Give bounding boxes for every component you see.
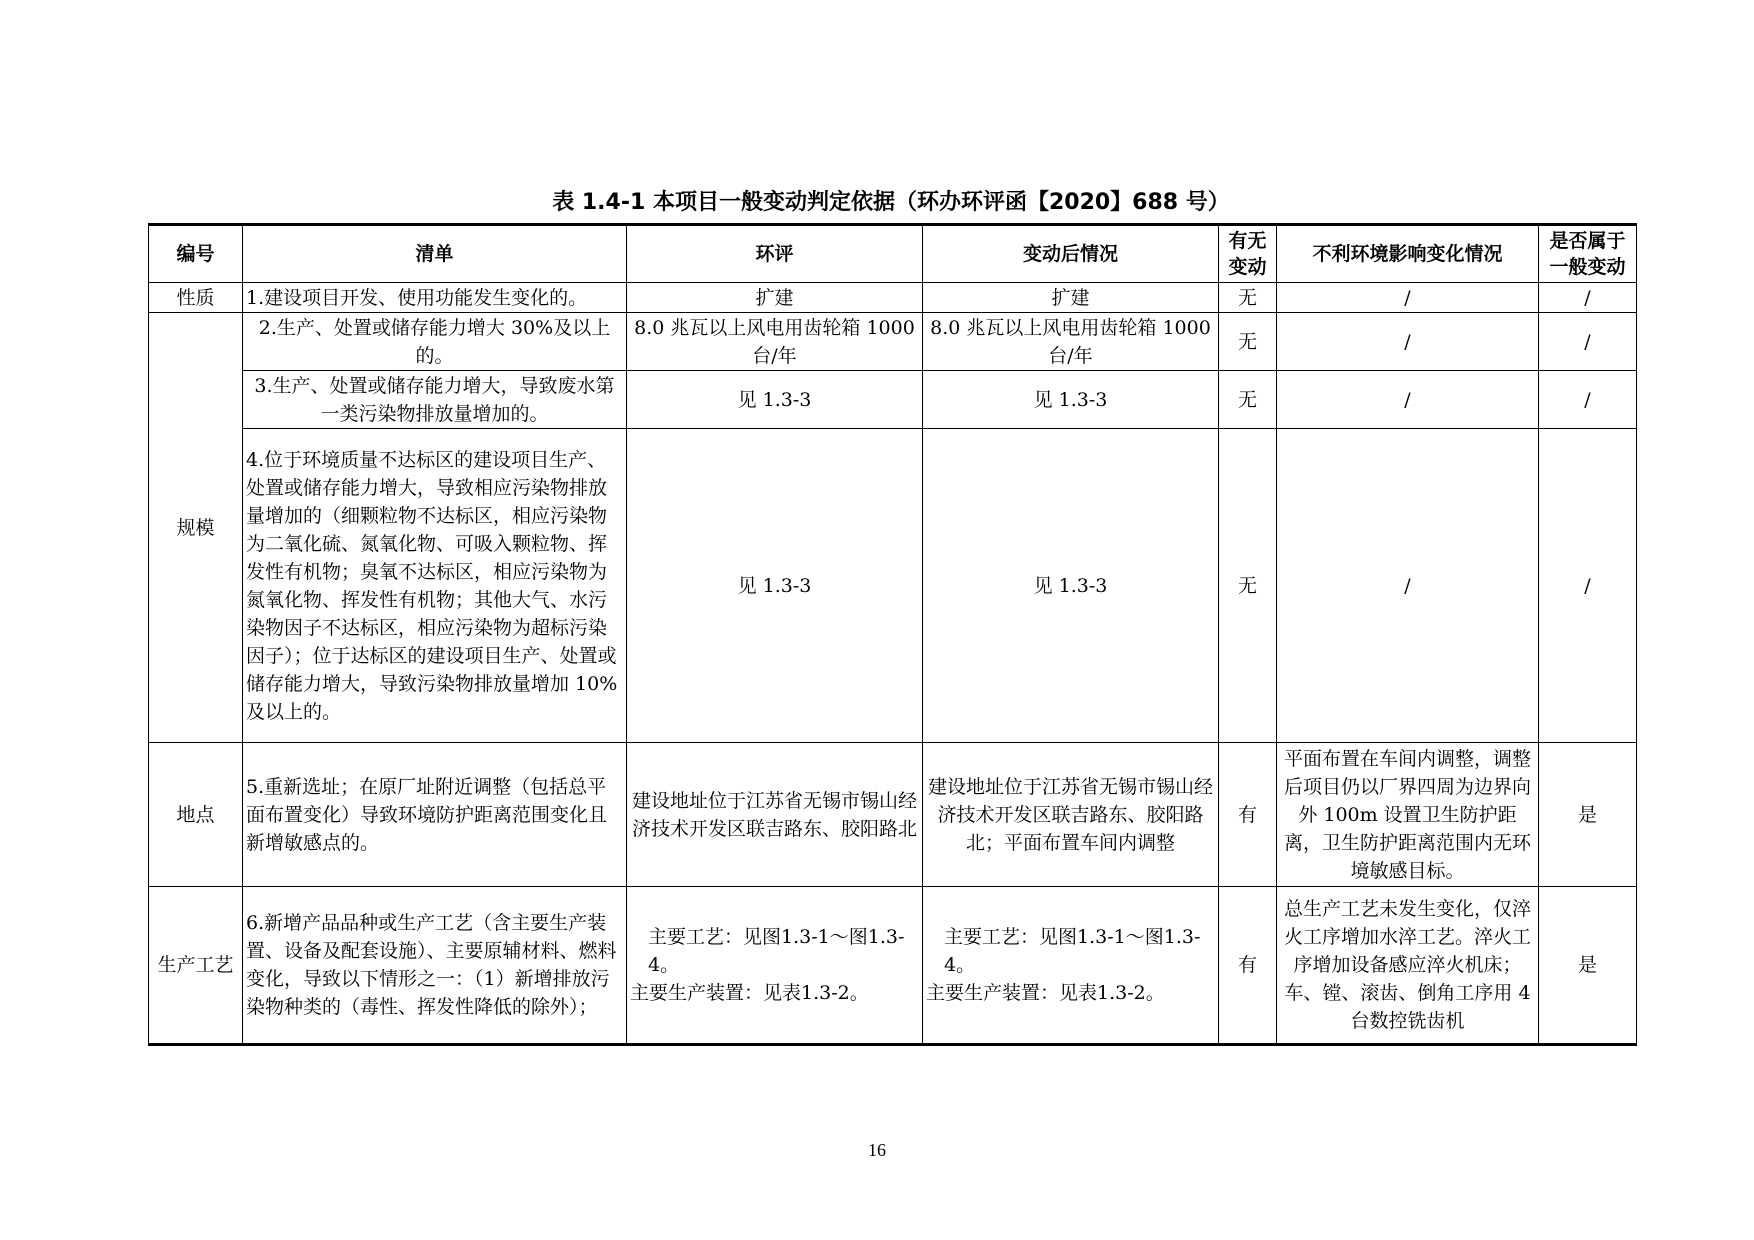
category-cell: 地点: [149, 743, 243, 887]
item-cell: 4.位于环境质量不达标区的建设项目生产、处置或储存能力增大，导致相应污染物排放量增加的（细颗粒物不达标区，相应污染物为二氧化硫、氮氧化物、可吸入颗粒物、挥发性有机物；臭氧不达标区，相应污染物为氮氧化物、挥发性有机物；其他大气、水污染物因子不达标区，相应污染物为超标污染因子）；位于达标区的建设项目生产、处置或储存能力增大，导致污染物排放量增加 10%及以上的。: [243, 429, 627, 743]
table-title: 表 1.4-1 本项目一般变动判定依据（环办环评函【2020】688 号）: [552, 190, 1230, 215]
changed-cell: 无: [1219, 313, 1277, 371]
after-cell: 见 1.3-3: [923, 371, 1219, 429]
table-header-row: [149, 225, 1637, 283]
category-cell: 规模: [149, 313, 243, 743]
after-process-text: 主要工艺：见图1.3-1～图1.3-4。: [944, 926, 1201, 976]
category-cell: 性质: [149, 283, 243, 313]
impact-cell: /: [1277, 313, 1539, 371]
impact-cell: /: [1277, 371, 1539, 429]
header-num: 编号: [149, 225, 243, 283]
changed-cell: 无: [1219, 283, 1277, 313]
general-cell: /: [1539, 283, 1637, 313]
header-impact: 不利环境影响变化情况: [1277, 225, 1539, 283]
changed-cell: 有: [1219, 887, 1277, 1045]
item-cell: 2.生产、处置或储存能力增大 30%及以上的。: [243, 313, 627, 371]
header-eia: 环评: [627, 225, 923, 283]
eia-cell: 见 1.3-3: [627, 429, 923, 743]
eia-cell: 扩建: [627, 283, 923, 313]
table-row: [149, 283, 1637, 313]
changed-cell: 有: [1219, 743, 1277, 887]
eia-cell: 8.0 兆瓦以上风电用齿轮箱 1000 台/年: [627, 313, 923, 371]
item-cell: 3.生产、处置或储存能力增大，导致废水第一类污染物排放量增加的。: [243, 371, 627, 429]
change-assessment-table: [148, 223, 1637, 1046]
table-row: [149, 743, 1637, 887]
general-cell: /: [1539, 429, 1637, 743]
category-cell: 生产工艺: [149, 887, 243, 1045]
header-list: 清单: [243, 225, 627, 283]
impact-cell: 平面布置在车间内调整，调整后项目仍以厂界四周为边界向外 100m 设置卫生防护距离，卫生防护距离范围内无环境敏感目标。: [1277, 743, 1539, 887]
general-cell: /: [1539, 371, 1637, 429]
impact-cell: /: [1277, 283, 1539, 313]
after-equipment-text: 主要生产装置：见表1.3-2。: [926, 982, 1165, 1004]
after-cell: 见 1.3-3: [923, 429, 1219, 743]
table-row: [149, 429, 1637, 743]
header-changed: 有无变动: [1219, 225, 1277, 283]
after-cell: 扩建: [923, 283, 1219, 313]
item-cell: 5.重新选址；在原厂址附近调整（包括总平面布置变化）导致环境防护距离范围变化且新增敏感点的。: [243, 743, 627, 887]
general-cell: 是: [1539, 887, 1637, 1045]
changed-cell: 无: [1219, 429, 1277, 743]
eia-equipment-text: 主要生产装置：见表1.3-2。: [630, 982, 869, 1004]
header-after: 变动后情况: [923, 225, 1219, 283]
general-cell: 是: [1539, 743, 1637, 887]
item-cell: 6.新增产品品种或生产工艺（含主要生产装置、设备及配套设施）、主要原辅材料、燃料变化，导致以下情形之一：（1）新增排放污染物种类的（毒性、挥发性降低的除外）；: [243, 887, 627, 1045]
after-cell: 建设地址位于江苏省无锡市锡山经济技术开发区联吉路东、胶阳路北；平面布置车间内调整: [923, 743, 1219, 887]
changed-cell: 无: [1219, 371, 1277, 429]
table-row: [149, 887, 1637, 1045]
general-cell: /: [1539, 313, 1637, 371]
page-number: 16: [868, 1140, 886, 1160]
item-cell: 1.建设项目开发、使用功能发生变化的。: [243, 283, 627, 313]
eia-cell: 建设地址位于江苏省无锡市锡山经济技术开发区联吉路东、胶阳路北: [627, 743, 923, 887]
table-row: [149, 371, 1637, 429]
impact-cell: /: [1277, 429, 1539, 743]
eia-cell: 见 1.3-3: [627, 371, 923, 429]
impact-cell: 总生产工艺未发生变化，仅淬火工序增加水淬工艺。淬火工序增加设备感应淬火机床；车、镗、滚齿、倒角工序用 4 台数控铣齿机: [1277, 887, 1539, 1045]
eia-process-text: 主要工艺：见图1.3-1～图1.3-4。: [648, 926, 905, 976]
table-row: [149, 313, 1637, 371]
after-cell: [923, 887, 1219, 1045]
header-general: 是否属于一般变动: [1539, 225, 1637, 283]
after-cell: 8.0 兆瓦以上风电用齿轮箱 1000 台/年: [923, 313, 1219, 371]
eia-cell: [627, 887, 923, 1045]
